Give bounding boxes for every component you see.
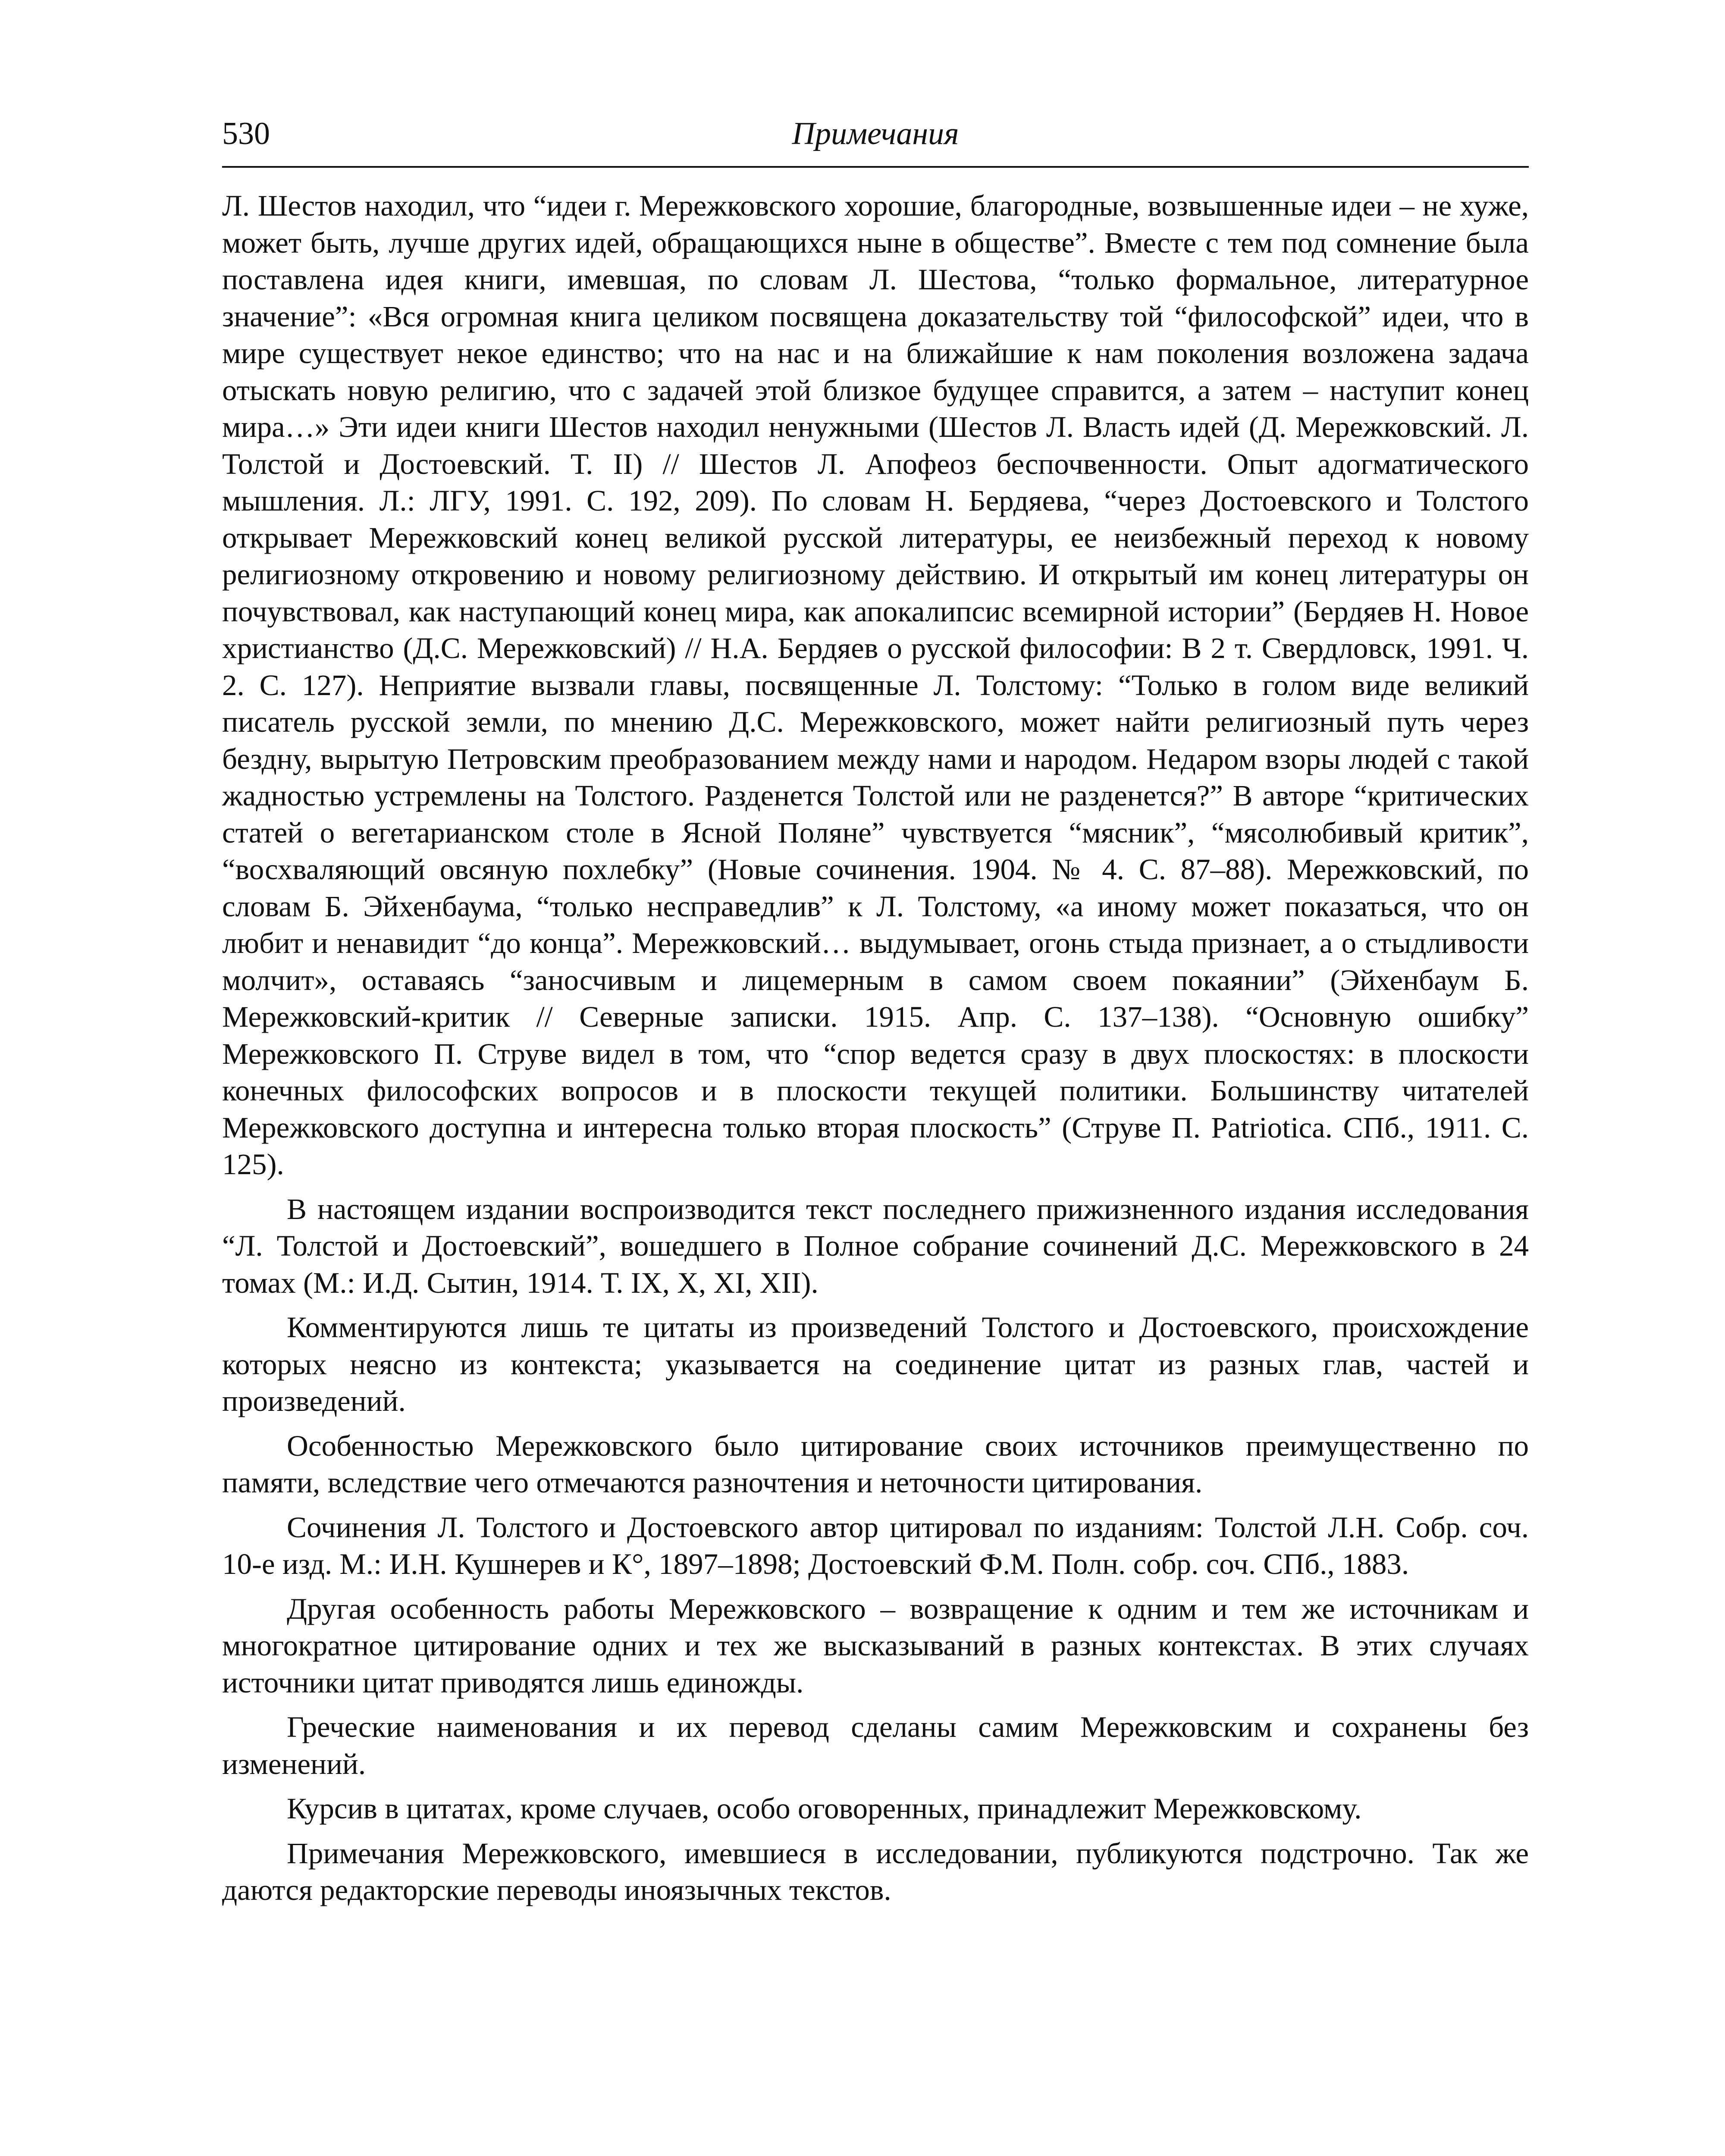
header-rule: [222, 166, 1529, 168]
paragraph-commentary-scope: Комментируются лишь те цитаты из произведений Толстого и Достоевского, происхождение которых неясно из контекста; указывается на соединение цитат из разных глав, частей и произведений.: [222, 1311, 1529, 1417]
body-text: [222, 188, 1529, 1909]
paragraph-quotation-accuracy: Особенностью Мережковского было цитирование своих источников преимущественно по памяти, вследствие чего отмечаются разночтения и неточности цитирования.: [222, 1429, 1529, 1499]
page: [222, 108, 1529, 1909]
paragraph-italics-note: Курсив в цитатах, кроме случаев, особо оговоренных, принадлежит Мережковскому.: [287, 1792, 1362, 1825]
page-number: 530: [222, 116, 270, 151]
running-head: [222, 108, 1529, 168]
paragraph-greek-names: Греческие наименования и их перевод сделаны самим Мережковским и сохранены без изменений.: [222, 1711, 1529, 1780]
paragraph-cited-editions: Сочинения Л. Толстого и Достоевского автор цитировал по изданиям: Толстой Л.Н. Собр. соч. 10-е изд. М.: И.Н. Кушнерев и К°, 1897–1898; Достоевский Ф.М. Полн. собр. соч. СПб., 1883.: [222, 1510, 1529, 1580]
paragraph-critics-reception: Л. Шестов находил, что “идеи г. Мережковского хорошие, благородные, возвышенные идеи – не хуже, может быть, лучше других идей, обращающихся ныне в обществе”. Вместе с тем под сомнение была поставлена идея книги, имевшая, по словам Л. Шестова, “только формальное, литературное значение”: «Вся огромная книга целиком посвящена доказательству той “философской” идеи, что в мире существует некое единство; что на нас и на ближайшие к нам поколения возложена задача отыскать новую религию, что с задачей этой близкое будущее справится, а затем – наступит конец мира…» Эти идеи книги Шестов находил ненужными (Шестов Л. Власть идей (Д. Мережковский. Л. Толстой и Достоевский. Т. II) // Шестов Л. Апофеоз беспочвенности. Опыт адогматического мышления. Л.: ЛГУ, 1991. С. 192, 209). По словам Н. Бердяева, “через Достоевского и Толстого открывает Мережковский конец великой русской литературы, ее неизбежный переход к новому религиозному откровению и новому религиозному действию. И открытый им конец литературы он почувствовал, как наступающий конец мира, как апокалипсис всемирной истории” (Бердяев Н. Новое христианство (Д.С. Мережковский) // Н.А. Бердяев о русской философии: В 2 т. Свердловск, 1991. Ч. 2. С. 127). Неприятие вызвали главы, посвященные Л. Толстому: “Только в голом виде великий писатель русской земли, по мнению Д.С. Мережковского, может найти религиозный путь через бездну, вырытую Петровским преобразованием между нами и народом. Недаром взоры людей с такой жадностью устремлены на Толстого. Разденется Толстой или не разденется?” В авторе “критических статей о вегетарианском столе в Ясной Поляне” чувствуется “мясник”, “мясолюбивый критик”, “восхваляющий овсяную похлебку” (Новые сочинения. 1904. № 4. С. 87–88). Мережковский, по словам Б. Эйхенбаума, “только несправедлив” к Л. Толстому, «а иному может показаться, что он любит и ненавидит “до конца”. Мережковский… выдумывает, огонь стыда признает, а о стыдливости молчит», оставаясь “заносчивым и лицемерным в самом своем покаянии” (Эйхенбаум Б. Мережковский-критик // Северные записки. 1915. Апр. С. 137–138). “Основную ошибку” Мережковского П. Струве видел в том, что “спор ведется сразу в двух плоскостях: в плоскости конечных философских вопросов и в плоскости текущей политики. Большинству читателей Мережковского доступна и интересна только вторая плоскость” (Струве П. Patriotica. СПб., 1911. С. 125).: [222, 189, 1529, 1181]
paragraph-repeated-sources: Другая особенность работы Мережковского – возвращение к одним и тем же источникам и многократное цитирование одних и тех же высказываний в разных контекстах. В этих случаях источники цитат приводятся лишь единожды.: [222, 1592, 1529, 1699]
paragraph-author-notes: Примечания Мережковского, имевшиеся в исследовании, публикуются подстрочно. Так же даются редакторские переводы иноязычных текстов.: [222, 1836, 1529, 1906]
paragraph-edition-source: В настоящем издании воспроизводится текст последнего прижизненного издания исследования “Л. Толстой и Достоевский”, вошедшего в Полное собрание сочинений Д.С. Мережковского в 24 томах (М.: И.Д. Сытин, 1914. Т. IX, X, XI, XII).: [222, 1192, 1529, 1299]
section-title: Примечания: [792, 116, 959, 151]
